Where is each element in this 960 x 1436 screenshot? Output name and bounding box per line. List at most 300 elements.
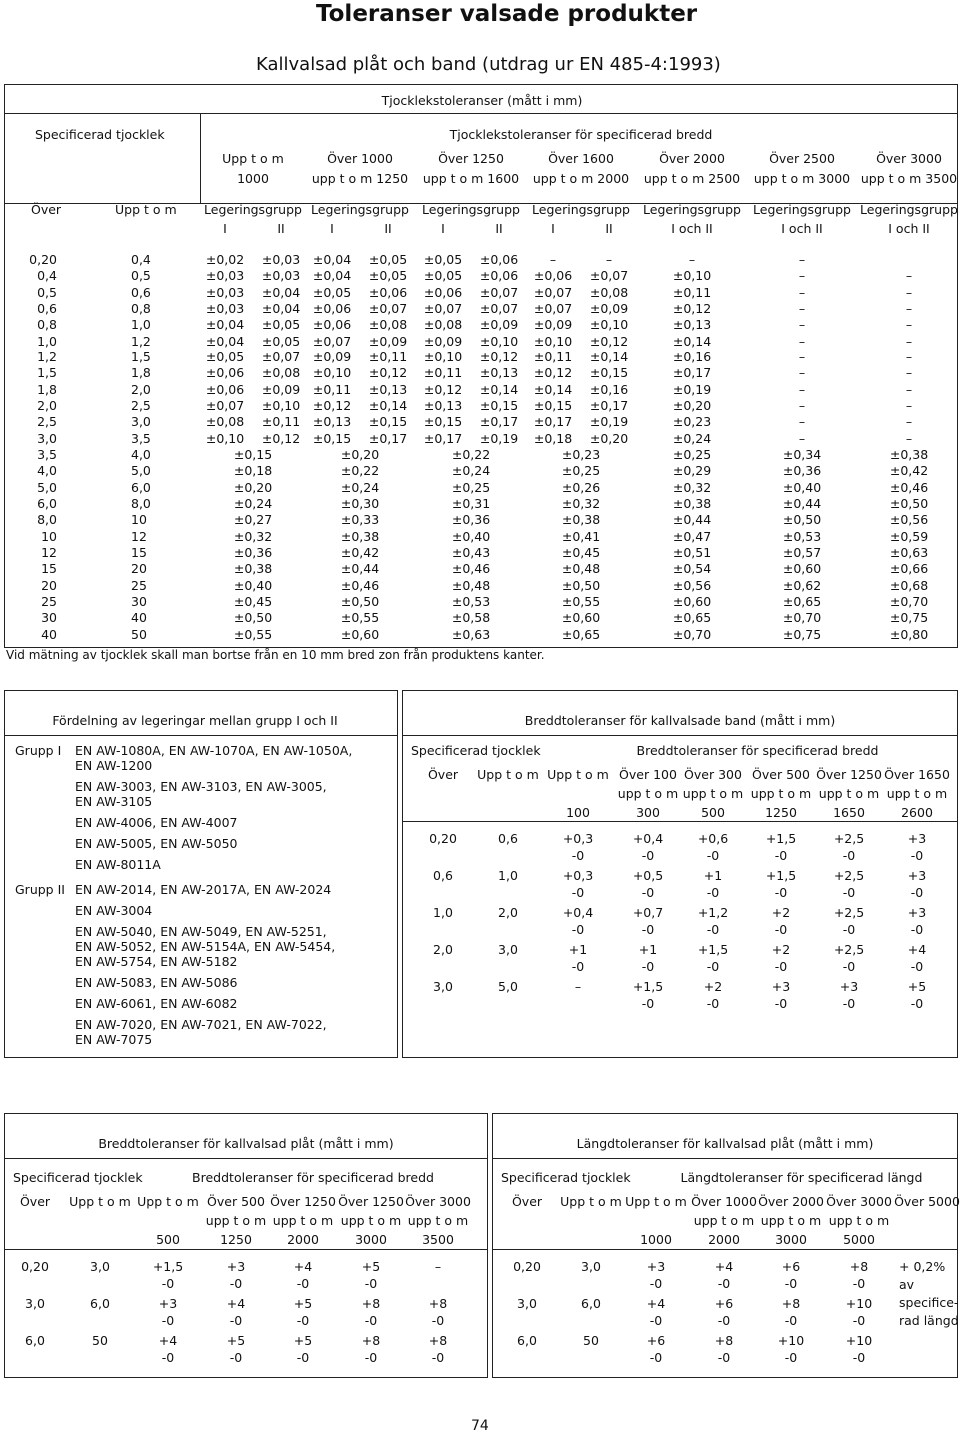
tolerance-cell: ±0,36: [782, 463, 822, 479]
tolerance-cell: –: [798, 430, 806, 446]
band_width-tol-minus: -0: [910, 959, 924, 974]
tolerance-cell: ±0,07: [205, 397, 245, 413]
band_width-tol-plus: +2,5: [833, 868, 865, 883]
tolerance-cell: ±0,05: [205, 349, 245, 364]
band_width-col-limit: 500: [701, 805, 725, 820]
tolerance-cell: ±0,31: [451, 495, 491, 511]
tolerance-cell: ±0,23: [561, 447, 601, 462]
row-over-value: 1,5: [37, 365, 57, 381]
row-upto-value: 5,0: [131, 463, 151, 479]
tolerance-cell: ±0,07: [368, 300, 408, 316]
plate_length-col-label: Över: [511, 1194, 543, 1209]
tolerance-cell: ±0,38: [340, 528, 380, 544]
tolerance-cell: ±0,04: [312, 268, 352, 284]
plate_width-header-divider: [5, 1249, 487, 1250]
tolerance-cell: –: [798, 349, 806, 364]
plate_length-col-label: Över 5000: [894, 1194, 960, 1209]
row-upto-value: 12: [131, 528, 147, 544]
tolerance-cell: ±0,46: [451, 561, 491, 577]
plate_width-tol-minus: -0: [364, 1313, 378, 1328]
tolerance-cell: ±0,13: [672, 317, 712, 333]
plate_length-tol-minus: -0: [649, 1276, 663, 1291]
plate_width-col-limit: 500: [156, 1232, 180, 1247]
band_width-tol-minus: -0: [910, 996, 924, 1011]
row-over-value: 2,5: [37, 414, 57, 430]
alloy-group-header: Legeringsgrupp: [532, 202, 630, 217]
plate_length-col-label: Över 1000: [691, 1194, 757, 1209]
tolerance-cell: ±0,44: [340, 561, 380, 577]
tolerance-cell: ±0,10: [312, 365, 352, 381]
plate_width-tol-plus: +1,5: [152, 1259, 184, 1274]
tolerance-cell: ±0,40: [233, 577, 273, 593]
plate_length-tol-plus: +3: [646, 1259, 666, 1274]
band_width-tol-minus: -0: [842, 848, 856, 863]
alloy-code-line: EN AW-5005, EN AW-5050: [75, 836, 238, 851]
tolerance-cell: ±0,14: [479, 381, 519, 397]
band_width-tol-plus: +3: [907, 868, 927, 883]
tolerance-cell: ±0,12: [261, 430, 301, 446]
band_width-tol-plus: +1: [638, 942, 658, 957]
row-upto-value: 0,6: [131, 284, 151, 300]
row-upto-value: 0,5: [131, 268, 151, 284]
band_width-row-upto: 5,0: [498, 979, 518, 994]
tolerance-cell: ±0,13: [312, 414, 352, 430]
tolerance-cell: ±0,03: [261, 268, 301, 284]
plate_length-tol-minus: -0: [717, 1313, 731, 1328]
tolerance-cell: –: [905, 300, 913, 316]
alloy-group-name: Grupp I: [15, 743, 62, 758]
plate_width-tol-minus: -0: [296, 1276, 310, 1291]
plate_width-tol-minus: -0: [229, 1350, 243, 1365]
tolerance-cell: ±0,60: [340, 626, 380, 642]
plate_width-col-label: Upp t o m: [137, 1194, 199, 1209]
tolerance-cell: –: [905, 333, 913, 349]
band_width-tol-minus: -0: [910, 922, 924, 937]
plate_length-tol-minus: -0: [717, 1276, 731, 1291]
tolerance-cell: ±0,22: [340, 463, 380, 479]
tolerance-cell: ±0,10: [479, 333, 519, 349]
tolerance-cell: –: [905, 349, 913, 364]
tolerance-cell: –: [798, 284, 806, 300]
row-over-value: 4,0: [37, 463, 57, 479]
tolerance-cell: ±0,63: [451, 626, 491, 642]
band_width-row-over: 1,0: [433, 905, 453, 920]
alloy-box: [4, 690, 398, 1058]
plate_width-row-upto: 6,0: [90, 1296, 110, 1311]
tolerance-cell: –: [905, 268, 913, 284]
plate_width-spec-label: Specificerad tjocklek: [13, 1170, 143, 1185]
tolerance-cell: –: [798, 414, 806, 430]
plate_length-tol-plus: +10: [845, 1296, 873, 1311]
band_width-tol-plus: +2: [771, 905, 791, 920]
band_width-tol-minus: -0: [706, 848, 720, 863]
tolerance-cell: –: [798, 252, 806, 267]
tolerance-cell: ±0,38: [233, 561, 273, 577]
tolerance-cell: ±0,60: [561, 610, 601, 626]
length-percent-note: av: [899, 1277, 915, 1292]
tolerance-cell: ±0,09: [589, 300, 629, 316]
band_width-tol-plus: +0,4: [562, 905, 594, 920]
plate_length-tol-minus: -0: [649, 1313, 663, 1328]
plate_length-tol-plus: +10: [845, 1333, 873, 1348]
plate_length-tol-plus: +10: [777, 1333, 805, 1348]
band_width-tol-minus: -0: [706, 922, 720, 937]
tolerance-cell: ±0,53: [782, 528, 822, 544]
plate_width-tol-plus: +5: [293, 1296, 313, 1311]
tolerance-cell: ±0,12: [423, 381, 463, 397]
width-col-label: Över 1000: [327, 151, 393, 166]
plate_width-tol-plus: +8: [361, 1296, 381, 1311]
tolerance-cell: ±0,68: [889, 577, 929, 593]
tolerance-cell: –: [905, 397, 913, 413]
tolerance-cell: ±0,44: [782, 495, 822, 511]
row-over-value: 0,4: [37, 268, 57, 284]
plate_width-tol-plus: +5: [226, 1333, 246, 1348]
tolerance-cell: ±0,12: [479, 349, 519, 364]
plate_length-tol-plus: +6: [714, 1296, 734, 1311]
plate_width-col-label: Över 500: [207, 1194, 265, 1209]
tolerance-cell: ±0,42: [340, 545, 380, 560]
spec-thickness-label: Specificerad tjocklek: [35, 127, 165, 142]
tolerance-cell: ±0,04: [261, 300, 301, 316]
alloy-code-line: EN AW-1200: [75, 758, 153, 773]
band_width-tol-minus: -0: [641, 885, 655, 900]
band_width-tol-minus: -0: [706, 959, 720, 974]
tolerance-cell: ±0,07: [261, 349, 301, 364]
tolerance-cell: ±0,40: [451, 528, 491, 544]
row-over-value: 8,0: [37, 512, 57, 528]
tolerance-cell: ±0,50: [889, 495, 929, 511]
alloy-group-header: Legeringsgrupp: [643, 202, 741, 217]
tolerance-cell: ±0,07: [589, 268, 629, 284]
tolerance-cell: ±0,36: [451, 512, 491, 528]
tolerance-cell: ±0,19: [672, 381, 712, 397]
tolerance-cell: ±0,12: [589, 333, 629, 349]
tolerance-cell: ±0,70: [672, 626, 712, 642]
tolerance-cell: ±0,33: [340, 512, 380, 528]
band_width-tol-minus: -0: [571, 922, 585, 937]
row-over-value: 10: [41, 528, 57, 544]
alloy-code-line: EN AW-6061, EN AW-6082: [75, 996, 238, 1011]
band_width-col-limit: 2600: [901, 805, 933, 820]
tolerance-cell: ±0,13: [423, 397, 463, 413]
row-over-value: 1,2: [37, 349, 57, 364]
tolerance-cell: ±0,10: [533, 333, 573, 349]
tolerance-cell: ±0,11: [672, 284, 712, 300]
tolerance-cell: ±0,05: [368, 252, 408, 267]
plate_length-tol-plus: +4: [646, 1296, 666, 1311]
tolerance-cell: ±0,10: [205, 430, 245, 446]
band_width-tol-minus: -0: [774, 996, 788, 1011]
plate_length-row-upto: 3,0: [581, 1259, 601, 1274]
plate_length-tol-minus: -0: [784, 1350, 798, 1365]
tolerance-cell: ±0,03: [205, 284, 245, 300]
tolerance-cell: ±0,45: [233, 593, 273, 609]
row-upto-value: 6,0: [131, 479, 151, 495]
tolerance-cell: ±0,27: [233, 512, 273, 528]
tolerance-cell: ±0,56: [672, 577, 712, 593]
tolerance-cell: ±0,13: [368, 381, 408, 397]
band_width-row-over: 0,6: [433, 868, 453, 883]
tolerance-cell: ±0,65: [561, 626, 601, 642]
tolerance-cell: ±0,04: [205, 317, 245, 333]
plate_length-row-over: 3,0: [517, 1296, 537, 1311]
plate_width-tol-minus: -0: [161, 1350, 175, 1365]
plate_length-col-label: Upp t o m: [560, 1194, 622, 1209]
alloy-code-line: EN AW-3003, EN AW-3103, EN AW-3005,: [75, 779, 327, 794]
row-upto-value: 50: [131, 626, 147, 642]
plate_length-col-label2: upp t o m: [760, 1213, 822, 1228]
alloy-code-line: EN AW-1080A, EN AW-1070A, EN AW-1050A,: [75, 743, 353, 758]
tolerance-cell: ±0,15: [423, 414, 463, 430]
row-upto-value: 1,8: [131, 365, 151, 381]
tolerance-cell: ±0,14: [368, 397, 408, 413]
band_width-row-over: 0,20: [429, 831, 457, 846]
row-over-value: 15: [41, 561, 57, 577]
tolerance-cell: ±0,48: [451, 577, 491, 593]
plate_width-col-label: Upp t o m: [69, 1194, 131, 1209]
row-upto-value: 0,4: [131, 252, 151, 267]
tolerance-cell: ±0,24: [672, 430, 712, 446]
plate_width-title-divider: [5, 1158, 487, 1159]
band_width-tol-plus: +2,5: [833, 942, 865, 957]
tolerance-cell: ±0,12: [533, 365, 573, 381]
plate_width-row-over: 0,20: [21, 1259, 49, 1274]
plate_width-row-upto: 50: [92, 1333, 108, 1348]
plate_length-col-limit: 2000: [708, 1232, 740, 1247]
group-II-label: II: [495, 221, 503, 236]
band_width-group-label: Breddtoleranser för specificerad bredd: [636, 743, 879, 758]
tolerance-cell: ±0,16: [672, 349, 712, 364]
tolerance-cell: ±0,11: [312, 381, 352, 397]
tolerance-cell: –: [549, 252, 557, 267]
tolerance-cell: ±0,20: [589, 430, 629, 446]
tolerance-cell: –: [798, 333, 806, 349]
band_width-tol-plus: +0,7: [632, 905, 664, 920]
tolerance-cell: ±0,42: [889, 463, 929, 479]
tolerance-cell: ±0,05: [423, 268, 463, 284]
row-over-value: 0,8: [37, 317, 57, 333]
tolerance-cell: ±0,09: [423, 333, 463, 349]
tolerance-cell: ±0,17: [423, 430, 463, 446]
plate_length-tol-minus: -0: [852, 1350, 866, 1365]
alloy-code-line: EN AW-5040, EN AW-5049, EN AW-5251,: [75, 924, 327, 939]
band_width-tol-minus: -0: [706, 996, 720, 1011]
plate_length-row-upto: 50: [583, 1333, 599, 1348]
row-upto-value: 3,5: [131, 430, 151, 446]
tolerance-cell: ±0,20: [233, 479, 273, 495]
tolerance-cell: ±0,70: [782, 610, 822, 626]
row-upto-value: 10: [131, 512, 147, 528]
tolerance-cell: ±0,75: [782, 626, 822, 642]
band_width-tol-minus: -0: [910, 848, 924, 863]
row-over-value: 20: [41, 577, 57, 593]
tolerance-cell: ±0,17: [672, 365, 712, 381]
band_width-tol-plus: +5: [907, 979, 927, 994]
band_width-col-limit: 1250: [765, 805, 797, 820]
tolerance-cell: ±0,14: [672, 333, 712, 349]
band_width-tol-minus: -0: [774, 848, 788, 863]
band_width-col-limit: 300: [636, 805, 660, 820]
band_width-col-label2: upp t o m: [617, 786, 679, 801]
row-over-value: 5,0: [37, 479, 57, 495]
tolerance-cell: ±0,07: [312, 333, 352, 349]
alloy-code-line: EN AW-7075: [75, 1032, 153, 1047]
band_width-tol-plus: +2: [703, 979, 723, 994]
tolerance-cell: ±0,17: [368, 430, 408, 446]
tolerance-cell: ±0,09: [312, 349, 352, 364]
alloy-code-line: EN AW-5754, EN AW-5182: [75, 954, 238, 969]
plate_width-col-label2: upp t o m: [205, 1213, 267, 1228]
tolerance-cell: ±0,20: [340, 447, 380, 462]
band_width-tol-plus: +0,3: [562, 831, 594, 846]
plate_width-tol-minus: -0: [364, 1350, 378, 1365]
row-over-value: 2,0: [37, 397, 57, 413]
band_width-tol-minus: -0: [571, 959, 585, 974]
width-col-label: Över 1250: [438, 151, 504, 166]
band_width-col-label: Över 300: [684, 767, 742, 782]
row-upto-value: 20: [131, 561, 147, 577]
plate_width-tol-plus: –: [434, 1259, 442, 1274]
plate_length-title-divider: [493, 1158, 957, 1159]
tolerance-cell: –: [798, 300, 806, 316]
band_width-col-label2: upp t o m: [682, 786, 744, 801]
tolerance-cell: ±0,09: [368, 333, 408, 349]
band_width-tol-minus: -0: [842, 959, 856, 974]
tolerance-cell: ±0,17: [479, 414, 519, 430]
tolerance-cell: –: [798, 268, 806, 284]
tolerance-cell: ±0,55: [561, 593, 601, 609]
width-col-label: Över 1600: [548, 151, 614, 166]
tolerance-cell: ±0,12: [368, 365, 408, 381]
tolerance-cell: –: [905, 430, 913, 446]
tolerance-cell: ±0,18: [233, 463, 273, 479]
tolerance-cell: ±0,32: [672, 479, 712, 495]
tolerance-cell: ±0,50: [561, 577, 601, 593]
tolerance-cell: ±0,43: [451, 545, 491, 560]
band_width-tol-plus: +1,5: [765, 831, 797, 846]
row-over-value: 25: [41, 593, 57, 609]
group-I-label: I: [551, 221, 555, 236]
plate_length-tol-plus: +8: [781, 1296, 801, 1311]
plate_width-col-limit: 3500: [422, 1232, 454, 1247]
tolerance-cell: ±0,50: [782, 512, 822, 528]
band_width-col-label: Över 1250: [816, 767, 882, 782]
plate_width-tol-plus: +3: [226, 1259, 246, 1274]
tolerance-cell: ±0,07: [533, 284, 573, 300]
over-header: Över: [31, 202, 62, 217]
tolerance-cell: ±0,06: [423, 284, 463, 300]
band_width-tol-minus: -0: [842, 922, 856, 937]
tolerance-cell: ±0,15: [368, 414, 408, 430]
plate_width-col-limit: 3000: [355, 1232, 387, 1247]
tolerance-cell: –: [798, 365, 806, 381]
plate_width-tol-minus: -0: [431, 1313, 445, 1328]
plate-length-box: [492, 1113, 958, 1378]
plate_length-tol-minus: -0: [852, 1276, 866, 1291]
tolerance-cell: ±0,11: [533, 349, 573, 364]
plate_width-tol-plus: +8: [361, 1333, 381, 1348]
tolerance-cell: ±0,57: [782, 545, 822, 560]
tolerance-cell: ±0,36: [233, 545, 273, 560]
plate_length-tol-plus: +8: [714, 1333, 734, 1348]
tolerance-cell: ±0,50: [233, 610, 273, 626]
band_width-tol-minus: -0: [571, 848, 585, 863]
band_width-tol-plus: +2,5: [833, 831, 865, 846]
tolerance-cell: –: [905, 317, 913, 333]
tolerance-cell: ±0,45: [561, 545, 601, 560]
page-number: 74: [471, 1418, 489, 1434]
thickness-caption: Tjocklekstoleranser (mått i mm): [381, 93, 583, 108]
tolerance-cell: ±0,24: [233, 495, 273, 511]
plate_length-col-limit: 5000: [843, 1232, 875, 1247]
tolerance-cell: ±0,29: [672, 463, 712, 479]
alloy-code-line: EN AW-8011A: [75, 857, 161, 872]
tolerance-cell: ±0,19: [479, 430, 519, 446]
alloy-group-header: Legeringsgrupp: [422, 202, 520, 217]
band_width-tol-plus: –: [574, 979, 582, 994]
band_width-tol-plus: +1: [568, 942, 588, 957]
band_width-tol-plus: +1,5: [697, 942, 729, 957]
width-col-range: upp t o m 1250: [311, 171, 409, 186]
band_width-row-over: 2,0: [433, 942, 453, 957]
band_width-spec-label: Specificerad tjocklek: [411, 743, 541, 758]
tolerance-cell: ±0,70: [889, 593, 929, 609]
tolerance-cell: ±0,11: [261, 414, 301, 430]
tolerance-cell: ±0,47: [672, 528, 712, 544]
plate_width-col-label2: upp t o m: [407, 1213, 469, 1228]
band_width-tol-plus: +1: [703, 868, 723, 883]
tolerance-cell: ±0,60: [782, 561, 822, 577]
tolerance-cell: ±0,32: [561, 495, 601, 511]
width-col-label: Upp t o m: [222, 151, 284, 166]
band_width-row-upto: 0,6: [498, 831, 518, 846]
band_width-tol-plus: +4: [907, 942, 927, 957]
row-upto-value: 8,0: [131, 495, 151, 511]
tolerance-cell: ±0,24: [340, 479, 380, 495]
plate_length-tol-plus: +8: [849, 1259, 869, 1274]
group-both-label: I och II: [671, 221, 713, 236]
alloy-group-header: Legeringsgrupp: [860, 202, 958, 217]
tolerance-cell: ±0,46: [889, 479, 929, 495]
plate_width-col-label: Över 3000: [405, 1194, 471, 1209]
width-col-range: 1000: [237, 171, 269, 186]
tolerance-cell: ±0,04: [261, 284, 301, 300]
plate_width-tol-plus: +5: [293, 1333, 313, 1348]
band_width-tol-plus: +0,3: [562, 868, 594, 883]
page-subtitle: Kallvalsad plåt och band (utdrag ur EN 485-4:1993): [256, 54, 721, 75]
tolerance-cell: ±0,62: [782, 577, 822, 593]
band_width-tol-minus: -0: [842, 996, 856, 1011]
tolerance-cell: ±0,02: [205, 252, 245, 267]
alloy-code-line: EN AW-5052, EN AW-5154A, EN AW-5454,: [75, 939, 336, 954]
width-col-range: upp t o m 2500: [643, 171, 741, 186]
plate_width-tol-plus: +5: [361, 1259, 381, 1274]
page-title: Toleranser valsade produkter: [316, 1, 698, 27]
group-both-label: I och II: [781, 221, 823, 236]
tolerance-cell: ±0,15: [589, 365, 629, 381]
row-over-value: 12: [41, 545, 57, 560]
tolerance-cell: ±0,11: [423, 365, 463, 381]
row-upto-value: 30: [131, 593, 147, 609]
group-I-label: I: [223, 221, 227, 236]
band_width-tol-plus: +1,5: [632, 979, 664, 994]
tolerance-cell: ±0,15: [233, 447, 273, 462]
tolerance-cell: ±0,55: [340, 610, 380, 626]
tolerance-cell: ±0,06: [312, 317, 352, 333]
plate_length-group-label: Längdtoleranser för specificerad längd: [680, 1170, 923, 1185]
band_width-tol-minus: -0: [910, 885, 924, 900]
